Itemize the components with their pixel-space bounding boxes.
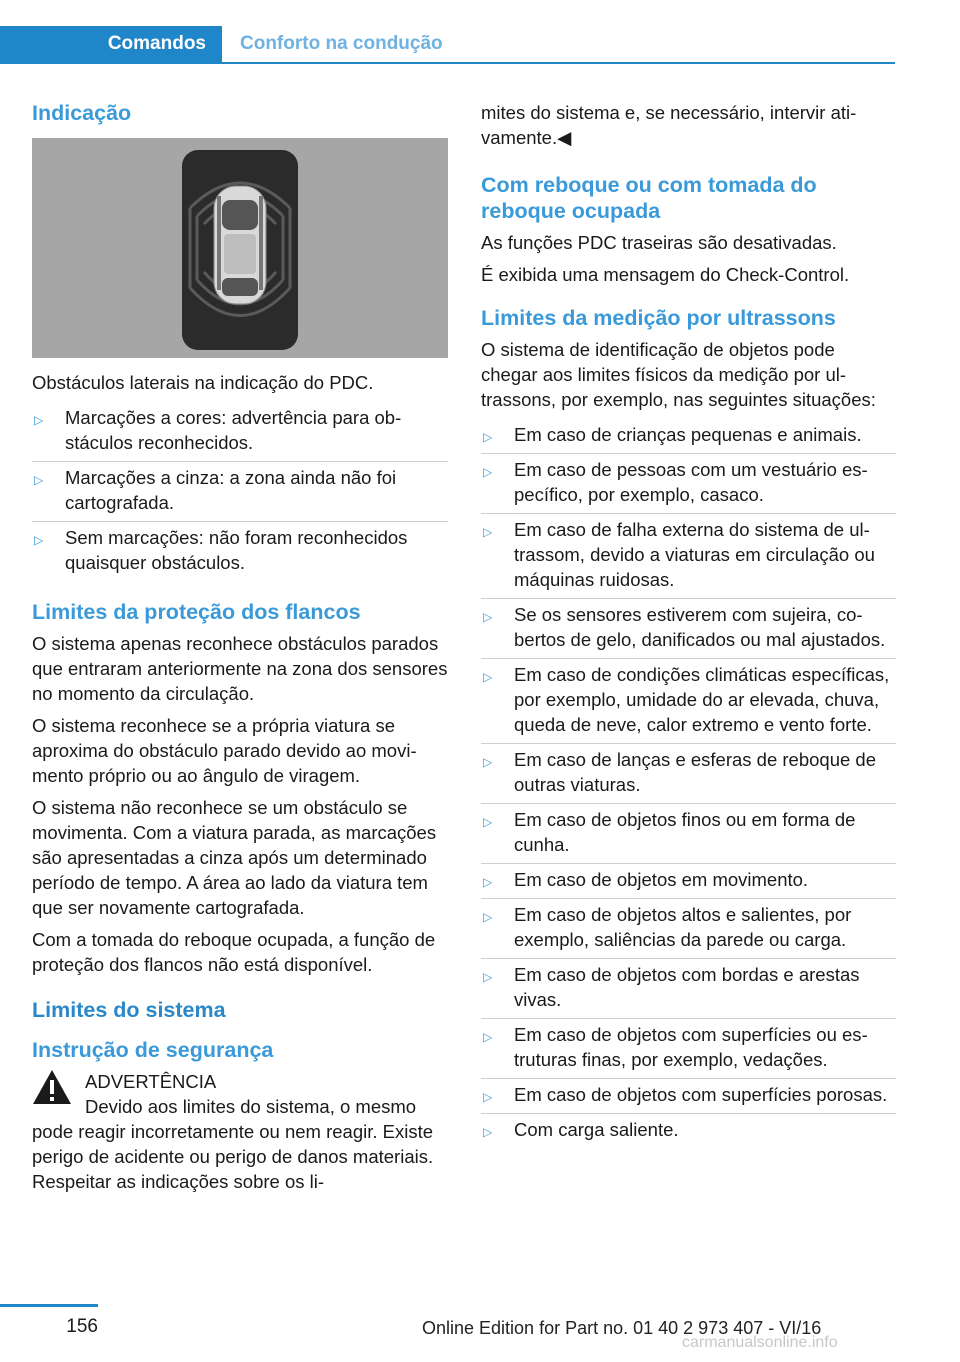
bullet-triangle-icon: ▷ [483,610,493,624]
bullet-triangle-icon: ▷ [34,533,44,547]
bullet-triangle-icon: ▷ [34,413,44,427]
section-title-flancos: Limites da proteção dos flancos [32,600,361,624]
marking-bullet-list [32,402,448,581]
list-item: ▷ Em caso de objetos com superfícies porosas. [481,1079,896,1114]
bullet-triangle-icon: ▷ [483,1090,493,1104]
paragraph: É exibida uma mensagem do Check-Control. [481,264,850,285]
list-item: ▷ Em caso de objetos finos ou em forma de cunha. [481,804,896,864]
section-title-instrucao: Instrução de segurança [32,1038,274,1062]
header-tabbar [0,26,895,64]
ultrasound-limits-list [481,419,896,1148]
list-item: ▷ Marcações a cores: advertência para obstáculos reconhecidos. [32,402,448,462]
list-item: ▷ Em caso de objetos em movimento. [481,864,896,899]
paragraph: O sistema não reconhece se um obstáculo se movimenta. Com a viatura parada, as marcações são apresentadas a cinza após um determinado período de tempo. A área ao lado da viatura tem que ser novamente cartografada. [32,797,437,918]
list-item: ▷ Em caso de crianças pequenas e animais. [481,419,896,454]
tab-comandos[interactable]: Comandos [0,26,222,62]
paragraph: O sistema reconhece se a própria viatura se aproxima do obstáculo parado devido ao movimento próprio ou ao ângulo de viragem. [32,715,417,786]
bullet-triangle-icon: ▷ [483,525,493,539]
figure-caption: Obstáculos laterais na indicação do PDC. [32,372,374,393]
warning-text-first-line: Devido aos limites do sistema, o mesmo [85,1096,417,1117]
paragraph: Com a tomada do reboque ocupada, a função de proteção dos flancos não está disponível. [32,929,436,975]
paragraph: O sistema apenas reconhece obstáculos parados que entraram anteriormente na zona dos sensores no momento da circulação. [32,633,448,704]
list-item: ▷ Em caso de condições climáticas específicas, por exemplo, umidade do ar elevada, chuva, queda de neve, calor extremo e vento forte. [481,659,896,744]
bullet-triangle-icon: ▷ [483,1030,493,1044]
section-title-reboque: Com reboque ou com tomada do reboque ocupada [481,173,817,223]
bullet-triangle-icon: ▷ [483,465,493,479]
bullet-triangle-icon: ▷ [34,473,44,487]
right-column [481,100,896,1158]
list-item: ▷ Sem marcações: não foram reconhecidos quaisquer obstáculos. [34,527,408,573]
warning-block [32,1069,448,1194]
list-item: ▷ Em caso de objetos com bordas e arestas vivas. [481,959,896,1019]
bullet-triangle-icon: ▷ [483,1125,493,1139]
footer-accent-line [0,1304,98,1307]
bullet-triangle-icon: ▷ [483,755,493,769]
pdc-display-illustration [32,138,448,358]
section-title-limites-do-sistema: Limites do sistema [32,998,226,1022]
list-item: ▷ Em caso de objetos altos e salientes, por exemplo, saliências da parede ou carga. [481,899,896,959]
list-item: ▷ Com carga saliente. [481,1114,896,1148]
edition-footer: Online Edition for Part no. 01 40 2 973 407 - VI/16 [422,1318,822,1338]
bullet-triangle-icon: ▷ [483,875,493,889]
list-item: ▷ Em caso de objetos com superfícies ou estruturas finas, por exemplo, vedações. [481,1019,896,1079]
paragraph: O sistema de identificação de objetos pode chegar aos limites físicos da medição por ultrassons, por exemplo, nas seguintes situações: [481,339,876,410]
list-item: ▷ Se os sensores estiverem com sujeira, cobertos de gelo, danificados ou mal ajustados. [481,599,896,659]
list-item: ▷ Em caso de falha externa do sistema de ultrassom, devido a viaturas em circulação ou máquinas ruidosas. [481,514,896,599]
warning-triangle-icon [32,1069,72,1105]
list-item: ▷ Em caso de lanças e esferas de reboque de outras viaturas. [481,744,896,804]
watermark: carmanualsonline.info [682,1334,838,1351]
section-title-indicacao: Indicação [32,101,132,125]
bullet-triangle-icon: ▷ [483,970,493,984]
bullet-triangle-icon: ▷ [483,430,493,444]
page-number: 156 [66,1316,98,1337]
tab-conforto-na-conducao[interactable]: Conforto na condução [240,33,443,54]
left-column [32,100,448,1194]
paragraph: As funções PDC traseiras são desativadas. [481,232,837,253]
warning-label: ADVERTÊNCIA [85,1071,217,1092]
bullet-triangle-icon: ▷ [483,910,493,924]
pdc-display-figure [32,138,448,358]
list-item: ▷ Marcações a cinza: a zona ainda não foi cartografada. [32,462,448,522]
paragraph-continuation: mites do sistema e, se necessário, intervir ativamente.◀ [481,102,857,148]
list-item: ▷ Em caso de pessoas com um vestuário específico, por exemplo, casaco. [481,454,896,514]
bullet-triangle-icon: ▷ [483,815,493,829]
bullet-triangle-icon: ▷ [483,670,493,684]
section-title-ultrassons: Limites da medição por ultrassons [481,306,836,330]
warning-text: pode reagir incorretamente ou nem reagir. Existe perigo de acidente ou perigo de danos materiais. Respeitar as indicações sobre os li- [32,1121,434,1192]
